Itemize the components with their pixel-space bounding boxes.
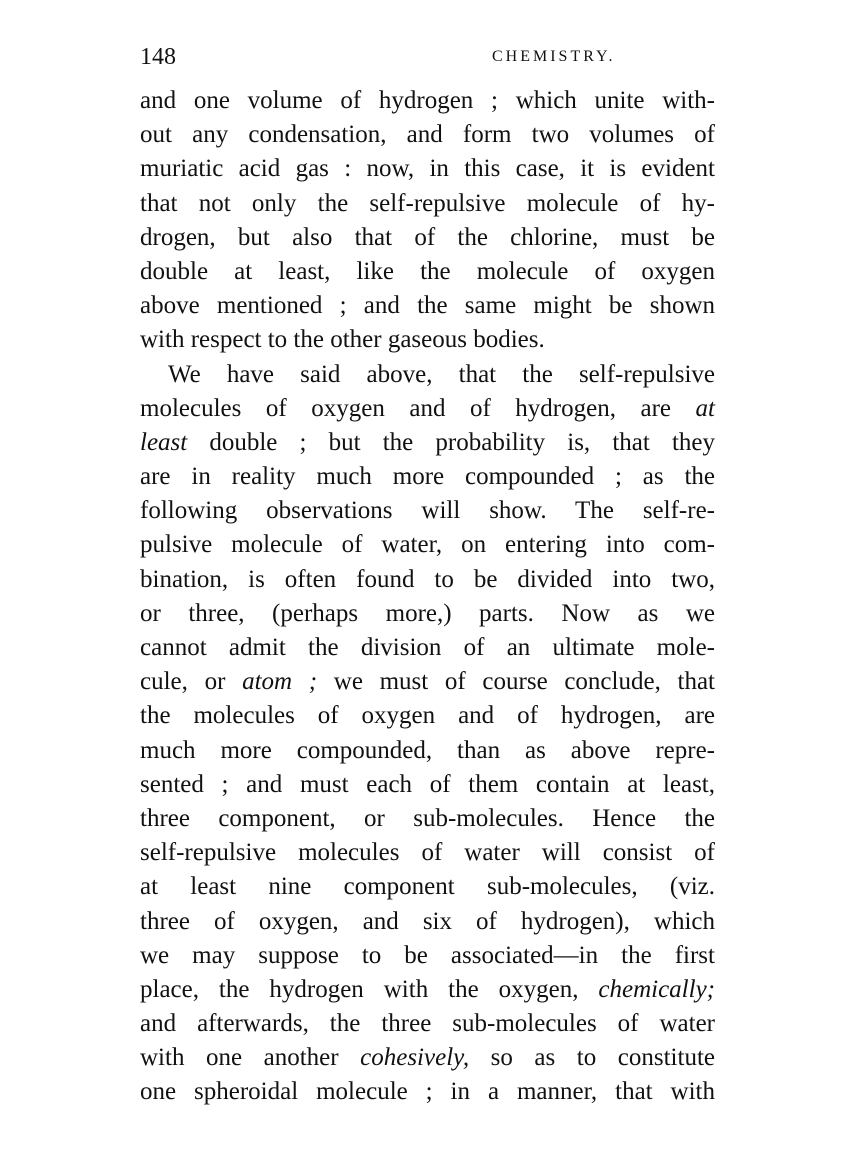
text-run: three component, or sub-molecules. Hence the bbox=[140, 804, 715, 832]
text-run: we must of course conclude, that bbox=[317, 668, 715, 696]
text-line bbox=[140, 152, 715, 186]
text-run: double at least, like the molecule of oxygen bbox=[140, 257, 715, 285]
text-run: following observations will show. The self-re- bbox=[140, 497, 715, 525]
text-run: at least nine component sub-molecules, (viz. bbox=[140, 873, 715, 901]
page-number: 148 bbox=[140, 44, 176, 70]
text-run: pulsive molecule of water, on entering into com- bbox=[140, 531, 715, 559]
text-run: three of oxygen, and six of hydrogen), which bbox=[140, 907, 715, 935]
italic-text: at bbox=[695, 394, 715, 422]
text-line bbox=[140, 221, 715, 255]
text-line bbox=[140, 631, 715, 665]
text-line bbox=[140, 665, 715, 699]
text-run: double ; but the probability is, that they bbox=[187, 428, 715, 456]
text-line bbox=[140, 768, 715, 802]
text-line bbox=[140, 494, 715, 528]
text-run: out any condensation, and form two volumes of bbox=[140, 121, 715, 149]
text-line bbox=[140, 699, 715, 733]
text-run: muriatic acid gas : now, in this case, it is evident bbox=[140, 155, 715, 183]
text-line bbox=[140, 597, 715, 631]
text-line bbox=[140, 84, 715, 118]
text-run: We have said above, that the self-repulsive bbox=[168, 360, 715, 388]
text-run: cannot admit the division of an ultimate mole- bbox=[140, 634, 715, 661]
text-run: with respect to the other gaseous bodies. bbox=[140, 326, 545, 354]
text-line bbox=[140, 836, 715, 870]
text-line bbox=[140, 460, 715, 494]
text-run: above mentioned ; and the same might be shown bbox=[140, 292, 715, 320]
text-run: and afterwards, the three sub-molecules of water bbox=[140, 1010, 715, 1038]
text-run: molecules of oxygen and of hydrogen, are bbox=[140, 394, 696, 422]
text-line bbox=[140, 255, 715, 289]
text-run: sented ; and must each of them contain at least, bbox=[140, 770, 715, 798]
text-line bbox=[140, 734, 715, 768]
text-line bbox=[140, 1041, 715, 1075]
text-run: we may suppose to be associated—in the first bbox=[140, 941, 715, 969]
text-line bbox=[140, 426, 715, 460]
italic-text: least bbox=[140, 428, 188, 456]
text-run: with one another bbox=[140, 1044, 361, 1072]
text-run: bination, is often found to be divided into two, bbox=[140, 565, 715, 593]
running-head bbox=[140, 42, 715, 72]
text-line bbox=[140, 802, 715, 836]
text-line bbox=[140, 289, 715, 323]
italic-text: cohesively, bbox=[360, 1044, 470, 1072]
text-line bbox=[140, 187, 715, 221]
text-run: the molecules of oxygen and of hydrogen, are bbox=[140, 702, 715, 730]
text-line bbox=[140, 392, 715, 426]
text-run: and one volume of hydrogen ; which unite with- bbox=[140, 87, 715, 114]
text-line bbox=[140, 323, 715, 357]
text-line bbox=[140, 528, 715, 562]
text-run: one spheroidal molecule ; in a manner, that with bbox=[140, 1078, 715, 1106]
text-run: cule, or bbox=[140, 668, 243, 696]
body-text bbox=[140, 84, 715, 1110]
text-line bbox=[140, 870, 715, 904]
text-line bbox=[140, 118, 715, 152]
text-run: or three, (perhaps more,) parts. Now as we bbox=[140, 599, 715, 627]
text-line bbox=[140, 905, 715, 939]
italic-text: atom ; bbox=[242, 668, 318, 696]
text-line bbox=[140, 563, 715, 597]
text-line bbox=[140, 939, 715, 973]
text-line bbox=[140, 1075, 715, 1109]
paragraph-first-line bbox=[140, 358, 715, 392]
text-run: so as to constitute bbox=[469, 1044, 715, 1072]
text-run: are in reality much more compounded ; as the bbox=[140, 463, 715, 491]
italic-text: chemically; bbox=[598, 975, 715, 1003]
text-run: that not only the self-repulsive molecule of hy- bbox=[140, 189, 715, 217]
text-line bbox=[140, 1007, 715, 1041]
text-run: place, the hydrogen with the oxygen, bbox=[140, 975, 599, 1003]
text-line bbox=[140, 973, 715, 1007]
running-title: CHEMISTRY. bbox=[492, 48, 616, 65]
text-run: drogen, but also that of the chlorine, must be bbox=[140, 223, 715, 251]
text-run: self-repulsive molecules of water will consist of bbox=[140, 839, 715, 867]
text-run: much more compounded, than as above repre- bbox=[140, 736, 715, 764]
